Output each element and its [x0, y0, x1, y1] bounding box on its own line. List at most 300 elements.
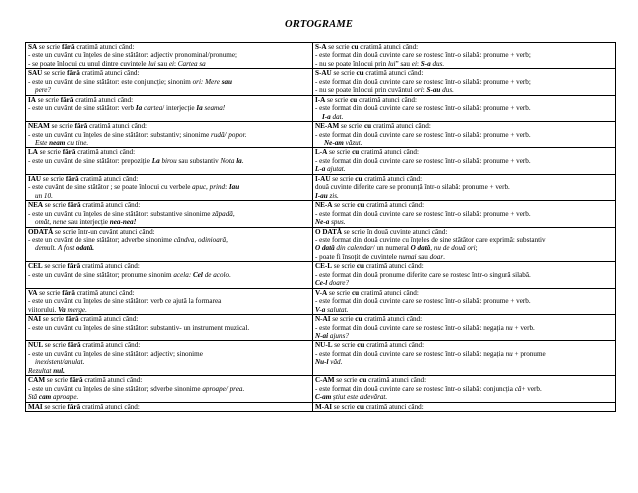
- rule-line: [28, 69, 310, 77]
- text-run: cu: [355, 174, 363, 183]
- text-run: S-AU: [315, 69, 332, 78]
- text-run: Rezultat: [28, 366, 54, 375]
- rule-line: [28, 139, 310, 147]
- rule-line: [28, 297, 310, 305]
- text-run: fără: [67, 262, 81, 271]
- text-run: - este format din două cuvinte care se rostesc într-o silabă: negația: [315, 323, 506, 332]
- text-run: cratimă atunci când:: [363, 69, 424, 78]
- text-run: cratimă atunci când:: [80, 341, 141, 350]
- text-run: se scrie: [327, 148, 353, 157]
- text-run: nu: [505, 323, 513, 332]
- rule-line: [315, 157, 613, 165]
- text-run: - este format din două cuvinte care se rostesc într-o silabă: conjuncția: [315, 384, 515, 393]
- text-run: - este format din două cuvinte care se rostesc într-o silabă: pronume + verb.: [315, 297, 531, 306]
- rule-line: [28, 51, 310, 59]
- text-run: - este format din două cuvinte care se rostesc într-o silabă: pronume + verb.: [315, 209, 531, 218]
- rule-cell-with-hyphen: [313, 122, 616, 148]
- text-run: de acolo.: [202, 270, 231, 279]
- text-run: cratimă atunci când:: [75, 148, 136, 157]
- rule-cell-without-hyphen: [26, 227, 313, 262]
- text-run: cratimă atunci când:: [364, 201, 425, 210]
- rule-line: [315, 201, 613, 209]
- text-run: demult. A fost: [35, 244, 76, 253]
- text-run: cu: [355, 315, 363, 324]
- text-run: V-a: [315, 305, 326, 314]
- text-run: cu: [356, 262, 365, 271]
- text-run: - se poate înlocui cu unul dintre cuvintele: [28, 59, 149, 68]
- text-run: văzut.: [343, 138, 363, 147]
- text-run: fără: [67, 69, 80, 78]
- rule-cell-with-hyphen: [313, 148, 616, 174]
- text-run: ajuns?: [328, 331, 349, 340]
- text-run: dus.: [430, 59, 445, 68]
- text-run: se scrie: [334, 376, 360, 385]
- text-run: sau substantiv: [176, 156, 221, 165]
- rule-line: [315, 113, 613, 121]
- text-run: sau: [155, 59, 169, 68]
- text-run: cu: [351, 288, 360, 297]
- text-run: - este format din două cuvinte care se rostesc într-o silabă: pronume + verb;: [315, 51, 531, 60]
- rule-line: [28, 96, 310, 104]
- text-run: cratimă atunci când:: [359, 148, 419, 157]
- rule-line: [315, 96, 613, 104]
- rule-cell-without-hyphen: [26, 69, 313, 95]
- rule-line: [315, 341, 613, 349]
- rule-cell-with-hyphen: [313, 262, 616, 288]
- text-run: cratimă atunci când:: [357, 95, 417, 104]
- text-run: zăpadă,: [212, 209, 235, 218]
- text-run: cratimă atunci când:: [371, 122, 431, 131]
- text-run: văd.: [328, 358, 343, 367]
- text-run: că: [514, 384, 522, 393]
- text-run: NUL: [28, 341, 44, 350]
- rule-cell-with-hyphen: [313, 201, 616, 227]
- rule-cell-without-hyphen: [26, 402, 313, 411]
- text-run: cratimă atunci când:: [359, 288, 419, 297]
- rule-line: [28, 236, 310, 244]
- rule-line: [315, 297, 613, 305]
- rule-line: [315, 51, 613, 59]
- table-row: [26, 148, 616, 174]
- text-run: Nota: [220, 156, 237, 165]
- text-run: Ce-l: [315, 279, 328, 288]
- text-run: CEL: [28, 262, 43, 271]
- table-row: [26, 95, 616, 121]
- text-run: cratimă atunci când:: [79, 69, 140, 78]
- rule-line: [28, 271, 310, 279]
- text-run: nu: [505, 349, 513, 358]
- text-run: Ne-am: [324, 138, 344, 147]
- text-run: fără: [67, 402, 81, 411]
- text-run: - este format din două cuvinte care se rostesc într-o silabă: pronume + verb;: [315, 77, 531, 86]
- text-run: V-A: [315, 288, 328, 297]
- rule-cell-without-hyphen: [26, 288, 313, 314]
- table-row: [26, 69, 616, 95]
- rule-line: [315, 228, 613, 236]
- text-run: cam: [38, 393, 52, 402]
- orthogram-table: [25, 42, 616, 412]
- rule-line: [28, 367, 310, 375]
- text-run: se scrie: [43, 341, 68, 350]
- text-run: se scrie: [35, 95, 61, 104]
- text-run: salutat.: [325, 305, 349, 314]
- rule-line: [28, 210, 310, 218]
- rule-line: [28, 324, 310, 332]
- text-run: M-AI: [315, 402, 333, 411]
- text-run: C-AM: [315, 376, 335, 385]
- text-run: IAU: [28, 174, 42, 183]
- text-run: cratimă atunci când:: [364, 262, 424, 271]
- text-run: I-A: [315, 95, 326, 104]
- text-run: S-A: [315, 43, 327, 51]
- rule-line: [28, 157, 310, 165]
- rule-line: [28, 376, 310, 384]
- text-run: - este un cuvânt cu înțeles de sine stătător: adjectiv; sinonime: [28, 349, 203, 358]
- text-run: ;: [475, 244, 478, 253]
- text-run: cu: [350, 95, 358, 104]
- text-run: - este un cuvânt cu înțeles de sine stătător: substantive sinonime: [28, 209, 213, 218]
- text-run: se scrie: [49, 122, 75, 131]
- rule-line: [315, 122, 613, 130]
- text-run: ei: [411, 59, 417, 68]
- text-run: CAM: [28, 376, 46, 385]
- rule-line: [28, 43, 310, 51]
- text-run: se scrie: [325, 95, 351, 104]
- rule-cell-without-hyphen: [26, 43, 313, 69]
- text-run: se scrie: [330, 315, 356, 324]
- text-run: NU-L: [315, 341, 333, 350]
- rule-cell-without-hyphen: [26, 315, 313, 341]
- rule-line: [28, 385, 310, 393]
- text-run: Va: [58, 305, 66, 314]
- text-run: NAI: [28, 315, 42, 324]
- text-run: cu: [356, 69, 364, 78]
- text-run: - este un cuvânt cu înțeles de sine stătător: verb ce ajută la formarea: [28, 297, 222, 306]
- rule-cell-with-hyphen: [313, 95, 616, 121]
- text-run: se scrie: [332, 262, 357, 271]
- rule-line: [315, 78, 613, 86]
- rule-line: [315, 165, 613, 173]
- rule-line: [315, 236, 613, 244]
- text-run: fără: [67, 341, 81, 350]
- text-run: - este un cuvânt cu înțeles de sine stătător: adjectiv pronominal/pronume;: [28, 51, 237, 60]
- table-row: [26, 288, 616, 314]
- text-run: Ia: [196, 104, 203, 113]
- text-run: omăt, nene: [35, 218, 67, 227]
- rule-line: [28, 86, 310, 94]
- rule-cell-with-hyphen: [313, 341, 616, 376]
- text-run: se scrie: [332, 402, 357, 411]
- table-row: [26, 43, 616, 69]
- text-run: S-a: [420, 59, 431, 68]
- text-run: LA: [28, 148, 38, 157]
- text-run: / interjecție: [162, 104, 197, 113]
- text-run: acela:: [173, 270, 193, 279]
- text-run: viitorului.: [28, 305, 59, 314]
- text-run: - este cuvânt de sine stătător ; se poate înlocui cu verbele: [28, 183, 193, 192]
- text-run: fără: [60, 95, 74, 104]
- text-run: fără: [61, 43, 75, 51]
- text-run: se scrie: [43, 201, 68, 210]
- table-row: [26, 341, 616, 376]
- rule-line: [315, 139, 613, 147]
- text-run: cratimă atunci când:: [366, 376, 427, 385]
- text-run: - este format din două pronume diferite care se rostesc într-o singură silabă.: [315, 270, 531, 279]
- text-run: se scrie: [41, 315, 66, 324]
- text-run: doar: [429, 252, 444, 261]
- text-run: - este un cuvânt de sine stătător: prepoziție: [28, 156, 152, 165]
- rule-line: [315, 43, 613, 51]
- rule-cell-with-hyphen: [313, 376, 616, 402]
- text-run: cândva, odinioară,: [173, 235, 228, 244]
- text-run: Stă: [28, 393, 39, 402]
- text-run: - este format din două cuvinte care se rostesc într-o silabă: pronume + verb.: [315, 104, 531, 113]
- text-run: Este: [35, 138, 50, 147]
- rule-cell-with-hyphen: [313, 43, 616, 69]
- text-run: - este un cuvânt de sine stătător; pronume sinonim: [28, 270, 174, 279]
- text-run: se scrie: [327, 288, 352, 297]
- text-run: ODATĂ: [28, 227, 54, 236]
- text-run: zis.: [327, 191, 339, 200]
- rule-line: [28, 183, 310, 191]
- rule-line: [28, 228, 310, 236]
- rule-line: [28, 289, 310, 297]
- text-run: se scrie într-un cuvânt atunci când:: [53, 227, 155, 236]
- text-run: se scrie: [326, 43, 352, 51]
- text-run: ori: Mere: [192, 77, 222, 86]
- text-run: cratimă atunci când:: [80, 402, 140, 411]
- rule-line: [315, 350, 613, 358]
- text-run: , nu de două ori: [430, 244, 476, 253]
- text-run: pere?: [35, 86, 51, 95]
- text-run: cratimă atunci când:: [87, 122, 148, 131]
- text-run: se scrie în două cuvinte atunci când:: [342, 227, 448, 236]
- rule-line: [315, 210, 613, 218]
- rule-cell-without-hyphen: [26, 201, 313, 227]
- text-run: fără: [65, 174, 79, 183]
- text-run: I-a: [322, 112, 331, 121]
- text-run: cu: [364, 122, 372, 131]
- text-run: MAI: [28, 402, 43, 411]
- rule-line: [315, 148, 613, 156]
- text-run: se scrie: [339, 122, 364, 131]
- text-run: Cartea sa: [177, 59, 206, 68]
- text-run: :: [225, 183, 229, 192]
- rule-line: [28, 358, 310, 366]
- text-run: - este un cuvânt de sine stătător: este conjuncție; sinonim: [28, 77, 193, 86]
- rule-line: [315, 279, 613, 287]
- text-run: cratimă atunci când:: [80, 201, 141, 210]
- text-run: cu: [351, 43, 359, 51]
- text-run: sau interjecție: [66, 218, 110, 227]
- rule-cell-without-hyphen: [26, 376, 313, 402]
- rule-line: [315, 175, 613, 183]
- text-run: fără: [62, 148, 76, 157]
- text-run: Ia: [135, 104, 143, 113]
- rule-line: [28, 315, 310, 323]
- table-row: [26, 376, 616, 402]
- text-run: - este un cuvânt cu înțeles de sine stătător; sdverbe sinonime: [28, 384, 203, 393]
- text-run: se scrie: [42, 262, 68, 271]
- text-run: se scrie: [37, 43, 62, 51]
- table-row: [26, 315, 616, 341]
- page-title: ORTOGRAME: [284, 19, 354, 30]
- rule-cell-without-hyphen: [26, 174, 313, 200]
- text-run: spus.: [329, 218, 346, 227]
- rule-line: [315, 60, 613, 68]
- rule-line: [315, 69, 613, 77]
- text-run: știut este adevărat.: [331, 393, 388, 402]
- rule-line: [315, 376, 613, 384]
- rule-line: [315, 244, 613, 252]
- table-row: [26, 122, 616, 148]
- text-run: rudă/ popor.: [211, 130, 247, 139]
- text-run: din calendar: [334, 244, 373, 253]
- rule-cell-without-hyphen: [26, 122, 313, 148]
- text-run: se scrie: [37, 288, 63, 297]
- table-row: [26, 174, 616, 200]
- text-run: fără: [65, 315, 79, 324]
- rule-line: [28, 192, 310, 200]
- rule-line: [315, 183, 613, 191]
- text-run: :: [416, 59, 421, 68]
- rule-cell-without-hyphen: [26, 148, 313, 174]
- text-run: - este format din două cuvinte care se rostesc într-o silabă: pronume + verb.: [315, 130, 531, 139]
- text-run: ori: [414, 86, 423, 95]
- rule-cell-without-hyphen: [26, 95, 313, 121]
- rule-line: [315, 253, 613, 261]
- rule-line: [28, 78, 310, 86]
- text-run: NE-A: [315, 201, 333, 210]
- rule-line: [315, 271, 613, 279]
- table-row: [26, 262, 616, 288]
- text-run: Cel: [193, 270, 203, 279]
- rule-line: [28, 148, 310, 156]
- rule-line: [28, 201, 310, 209]
- rule-cell-with-hyphen: [313, 227, 616, 262]
- text-run: :: [173, 59, 178, 68]
- text-run: I-AU: [315, 174, 331, 183]
- rule-line: [28, 306, 310, 314]
- text-run: lui: [387, 59, 396, 68]
- table-row: [26, 402, 616, 411]
- rule-line: [28, 175, 310, 183]
- text-run: nul.: [53, 366, 65, 375]
- text-run: cu: [357, 201, 365, 210]
- text-run: neam: [49, 138, 66, 147]
- text-run: două cuvinte diferite care se pronunță într-o silabă: pronume + verb.: [315, 183, 510, 192]
- text-run: ajutat.: [325, 165, 346, 174]
- text-run: merge.: [65, 305, 87, 314]
- text-run: SAU: [28, 69, 43, 78]
- rule-line: [315, 385, 613, 393]
- text-run: sau: [221, 77, 233, 86]
- text-run: seama!: [202, 104, 226, 113]
- text-run: cratimă atunci când:: [73, 95, 134, 104]
- rule-line: [28, 350, 310, 358]
- rule-line: [315, 358, 613, 366]
- table-row: [26, 227, 616, 262]
- text-run: - este un cuvânt cu înțeles de sine stătător: substantiv- un instrument muzical.: [28, 323, 250, 332]
- text-run: .: [443, 252, 445, 261]
- text-run: se scrie: [42, 69, 68, 78]
- rule-cell-without-hyphen: [26, 341, 313, 376]
- text-run: - este un cuvânt cu înțeles de sine stătător: substantiv; sinonime: [28, 130, 212, 139]
- text-run: - este format din două cuvinte care se rostesc într-o silabă: pronume + verb.: [315, 156, 531, 165]
- text-run: aproape/ prea.: [202, 384, 245, 393]
- rule-cell-with-hyphen: [313, 288, 616, 314]
- text-run: S-au: [426, 86, 441, 95]
- rule-line: [315, 393, 613, 401]
- text-run: cratimă atunci când:: [78, 315, 139, 324]
- text-run: SA: [28, 43, 38, 51]
- text-run: Ne-a: [315, 218, 330, 227]
- rule-line: [28, 341, 310, 349]
- text-run: cratimă atunci când:: [78, 174, 139, 183]
- text-run: + verb.: [512, 323, 535, 332]
- text-run: se scrie: [330, 174, 356, 183]
- text-run: N-ai: [315, 331, 329, 340]
- text-run: O DATĂ: [315, 227, 343, 236]
- rule-cell-with-hyphen: [313, 174, 616, 200]
- text-run: ” sau: [395, 59, 412, 68]
- text-run: Iau: [228, 183, 240, 192]
- rule-line: [315, 289, 613, 297]
- text-run: L-A: [315, 148, 328, 157]
- rule-cell-with-hyphen: [313, 315, 616, 341]
- rule-line: [28, 104, 310, 112]
- rule-cell-without-hyphen: [26, 262, 313, 288]
- text-run: / un numeral: [372, 244, 411, 253]
- rule-line: [28, 60, 310, 68]
- text-run: sau: [416, 252, 430, 261]
- rule-line: [28, 393, 310, 401]
- text-run: :: [422, 86, 427, 95]
- text-run: se scrie: [41, 174, 66, 183]
- text-run: cartea: [142, 104, 163, 113]
- text-run: I-au: [315, 191, 328, 200]
- text-run: VA: [28, 288, 38, 297]
- text-run: inexistent/anulat.: [35, 358, 85, 367]
- text-run: La: [151, 156, 160, 165]
- text-run: ei: [168, 59, 174, 68]
- text-run: odată.: [76, 244, 95, 253]
- rule-line: [315, 131, 613, 139]
- text-run: cu: [359, 376, 367, 385]
- rule-line: [28, 244, 310, 252]
- rule-cell-with-hyphen: [313, 69, 616, 95]
- text-run: fără: [74, 122, 88, 131]
- rule-line: [315, 192, 613, 200]
- text-run: cratimă atunci când:: [362, 174, 423, 183]
- text-run: fără: [67, 201, 81, 210]
- text-run: + pronume: [512, 349, 546, 358]
- text-run: IA: [28, 95, 36, 104]
- text-run: cu: [352, 148, 360, 157]
- text-run: O dată: [315, 244, 335, 253]
- text-run: se scrie: [42, 402, 68, 411]
- text-run: - nu se poate înlocui prin cuvântul: [315, 86, 415, 95]
- text-run: O dată: [410, 244, 431, 253]
- text-run: - este un cuvânt de sine stătător: verb: [28, 104, 136, 113]
- rule-line: [315, 306, 613, 314]
- rule-line: [315, 403, 613, 411]
- rule-line: [28, 262, 310, 270]
- text-run: cratimă atunci când:: [364, 402, 424, 411]
- text-run: - nu se poate înlocui prin: [315, 59, 388, 68]
- rule-line: [28, 403, 310, 411]
- text-run: cu: [356, 402, 365, 411]
